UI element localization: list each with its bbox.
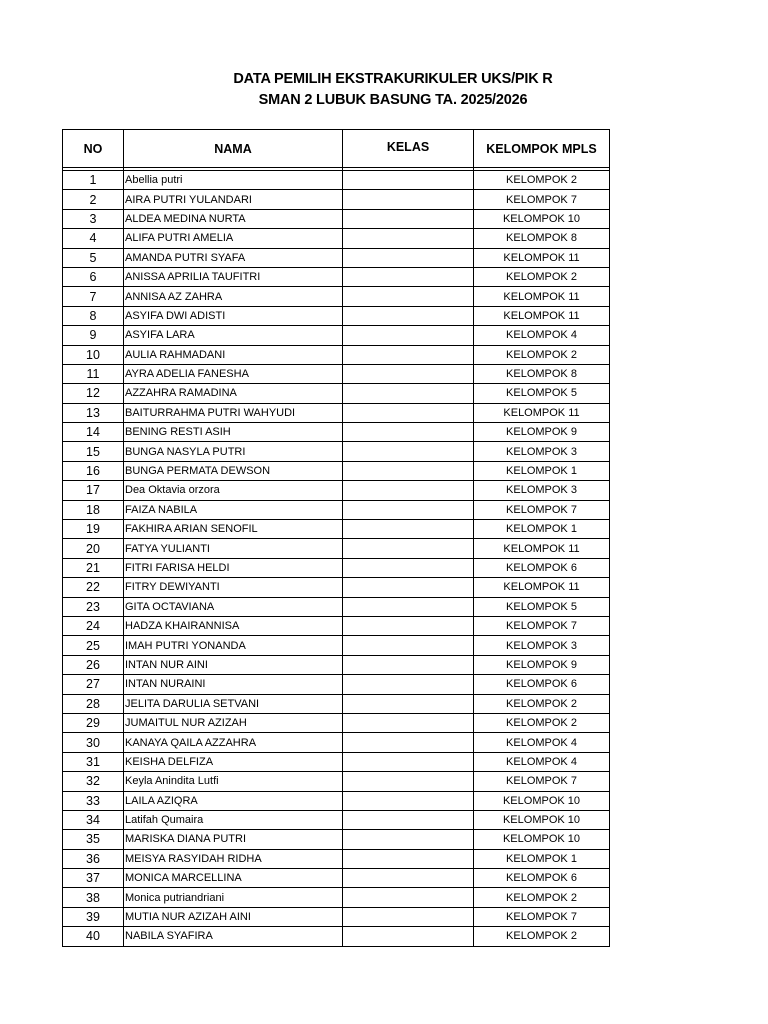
cell-no: 2: [63, 190, 124, 209]
cell-nama: NABILA SYAFIRA: [124, 927, 343, 946]
cell-nama: BENING RESTI ASIH: [124, 423, 343, 442]
cell-nama: Dea Oktavia orzora: [124, 481, 343, 500]
cell-no: 21: [63, 558, 124, 577]
cell-no: 9: [63, 326, 124, 345]
cell-kelas: [343, 267, 474, 286]
cell-no: 15: [63, 442, 124, 461]
cell-kelompok: KELOMPOK 8: [474, 364, 610, 383]
cell-no: 24: [63, 616, 124, 635]
table-row: [63, 830, 610, 849]
cell-kelompok: KELOMPOK 7: [474, 772, 610, 791]
table-row: [63, 888, 610, 907]
table-row: [63, 849, 610, 868]
cell-nama: KANAYA QAILA AZZAHRA: [124, 733, 343, 752]
cell-no: 27: [63, 675, 124, 694]
cell-kelompok: KELOMPOK 10: [474, 791, 610, 810]
cell-kelompok: KELOMPOK 5: [474, 597, 610, 616]
cell-kelas: [343, 655, 474, 674]
cell-nama: BUNGA NASYLA PUTRI: [124, 442, 343, 461]
cell-kelompok: KELOMPOK 9: [474, 655, 610, 674]
cell-kelompok: KELOMPOK 2: [474, 927, 610, 946]
cell-kelompok: KELOMPOK 6: [474, 675, 610, 694]
cell-nama: ASYIFA DWI ADISTI: [124, 306, 343, 325]
cell-kelompok: KELOMPOK 1: [474, 461, 610, 480]
cell-nama: ANISSA APRILIA TAUFITRI: [124, 267, 343, 286]
cell-nama: GITA OCTAVIANA: [124, 597, 343, 616]
table-row: [63, 675, 610, 694]
cell-kelompok: KELOMPOK 7: [474, 190, 610, 209]
cell-kelompok: KELOMPOK 6: [474, 869, 610, 888]
cell-kelas: [343, 752, 474, 771]
table-row: [63, 733, 610, 752]
cell-kelas: [343, 888, 474, 907]
cell-kelompok: KELOMPOK 2: [474, 345, 610, 364]
cell-kelompok: KELOMPOK 1: [474, 849, 610, 868]
cell-kelas: [343, 209, 474, 228]
cell-nama: JELITA DARULIA SETVANI: [124, 694, 343, 713]
table-row: [63, 190, 610, 209]
cell-nama: ASYIFA LARA: [124, 326, 343, 345]
cell-kelas: [343, 830, 474, 849]
table-row: [63, 171, 610, 190]
cell-nama: HADZA KHAIRANNISA: [124, 616, 343, 635]
cell-kelas: [343, 636, 474, 655]
cell-kelas: [343, 442, 474, 461]
cell-kelompok: KELOMPOK 5: [474, 384, 610, 403]
cell-nama: INTAN NURAINI: [124, 675, 343, 694]
cell-nama: MARISKA DIANA PUTRI: [124, 830, 343, 849]
cell-no: 7: [63, 287, 124, 306]
cell-kelas: [343, 500, 474, 519]
cell-no: 1: [63, 171, 124, 190]
cell-nama: BAITURRAHMA PUTRI WAHYUDI: [124, 403, 343, 422]
cell-no: 8: [63, 306, 124, 325]
cell-kelompok: KELOMPOK 8: [474, 229, 610, 248]
table-row: [63, 616, 610, 635]
table-row: [63, 713, 610, 732]
cell-no: 4: [63, 229, 124, 248]
cell-nama: JUMAITUL NUR AZIZAH: [124, 713, 343, 732]
cell-kelas: [343, 461, 474, 480]
table-row: [63, 869, 610, 888]
cell-no: 23: [63, 597, 124, 616]
cell-nama: Monica putriandriani: [124, 888, 343, 907]
table-row: [63, 791, 610, 810]
cell-nama: FITRY DEWIYANTI: [124, 578, 343, 597]
table-row: [63, 461, 610, 480]
table-row: [63, 539, 610, 558]
cell-kelompok: KELOMPOK 11: [474, 287, 610, 306]
table-row: [63, 772, 610, 791]
cell-nama: ANNISA AZ ZAHRA: [124, 287, 343, 306]
header-kelompok: KELOMPOK MPLS: [474, 130, 610, 168]
cell-kelas: [343, 248, 474, 267]
cell-kelompok: KELOMPOK 9: [474, 423, 610, 442]
table-row: [63, 287, 610, 306]
cell-kelas: [343, 694, 474, 713]
cell-kelompok: KELOMPOK 2: [474, 713, 610, 732]
cell-no: 39: [63, 907, 124, 926]
cell-no: 6: [63, 267, 124, 286]
cell-no: 35: [63, 830, 124, 849]
cell-no: 28: [63, 694, 124, 713]
cell-kelompok: KELOMPOK 3: [474, 481, 610, 500]
table-row: [63, 209, 610, 228]
table-row: [63, 597, 610, 616]
cell-no: 5: [63, 248, 124, 267]
cell-kelompok: KELOMPOK 2: [474, 694, 610, 713]
table-row: [63, 306, 610, 325]
table-row: [63, 752, 610, 771]
cell-kelompok: KELOMPOK 11: [474, 539, 610, 558]
cell-no: 30: [63, 733, 124, 752]
cell-kelompok: KELOMPOK 7: [474, 500, 610, 519]
cell-no: 17: [63, 481, 124, 500]
table-body: [63, 168, 610, 947]
cell-nama: FITRI FARISA HELDI: [124, 558, 343, 577]
cell-kelas: [343, 810, 474, 829]
cell-kelompok: KELOMPOK 4: [474, 733, 610, 752]
cell-nama: AYRA ADELIA FANESHA: [124, 364, 343, 383]
cell-kelompok: KELOMPOK 10: [474, 830, 610, 849]
cell-kelas: [343, 384, 474, 403]
cell-nama: KEISHA DELFIZA: [124, 752, 343, 771]
cell-kelompok: KELOMPOK 10: [474, 209, 610, 228]
cell-kelas: [343, 578, 474, 597]
cell-no: 38: [63, 888, 124, 907]
cell-nama: MONICA MARCELLINA: [124, 869, 343, 888]
cell-kelas: [343, 229, 474, 248]
cell-no: 32: [63, 772, 124, 791]
cell-kelas: [343, 616, 474, 635]
cell-kelas: [343, 364, 474, 383]
cell-kelompok: KELOMPOK 11: [474, 403, 610, 422]
cell-no: 14: [63, 423, 124, 442]
table-row: [63, 655, 610, 674]
cell-nama: MEISYA RASYIDAH RIDHA: [124, 849, 343, 868]
cell-no: 36: [63, 849, 124, 868]
table-row: [63, 326, 610, 345]
table-row: [63, 810, 610, 829]
cell-kelas: [343, 558, 474, 577]
table-row: [63, 423, 610, 442]
cell-nama: AIRA PUTRI YULANDARI: [124, 190, 343, 209]
cell-nama: AMANDA PUTRI SYAFA: [124, 248, 343, 267]
table-row: [63, 229, 610, 248]
table-row: [63, 384, 610, 403]
table-row: [63, 364, 610, 383]
cell-kelas: [343, 306, 474, 325]
cell-nama: Latifah Qumaira: [124, 810, 343, 829]
cell-nama: ALDEA MEDINA NURTA: [124, 209, 343, 228]
cell-kelas: [343, 675, 474, 694]
cell-no: 22: [63, 578, 124, 597]
cell-kelompok: KELOMPOK 3: [474, 442, 610, 461]
cell-no: 34: [63, 810, 124, 829]
cell-kelas: [343, 190, 474, 209]
cell-kelas: [343, 287, 474, 306]
cell-no: 18: [63, 500, 124, 519]
table-row: [63, 636, 610, 655]
cell-nama: MUTIA NUR AZIZAH AINI: [124, 907, 343, 926]
table-row: [63, 248, 610, 267]
header-no: NO: [63, 130, 124, 168]
cell-kelas: [343, 791, 474, 810]
cell-kelompok: KELOMPOK 2: [474, 171, 610, 190]
document-subtitle: SMAN 2 LUBUK BASUNG TA. 2025/2026: [258, 92, 528, 108]
cell-no: 11: [63, 364, 124, 383]
document-title: DATA PEMILIH EKSTRAKURIKULER UKS/PIK R: [233, 71, 553, 87]
cell-no: 29: [63, 713, 124, 732]
table-row: [63, 500, 610, 519]
cell-kelas: [343, 345, 474, 364]
cell-nama: AZZAHRA RAMADINA: [124, 384, 343, 403]
table-row: [63, 907, 610, 926]
cell-kelas: [343, 520, 474, 539]
table-row: [63, 267, 610, 286]
cell-kelas: [343, 597, 474, 616]
table-row: [63, 481, 610, 500]
cell-kelas: [343, 403, 474, 422]
cell-nama: FAIZA NABILA: [124, 500, 343, 519]
cell-kelompok: KELOMPOK 1: [474, 520, 610, 539]
cell-kelompok: KELOMPOK 7: [474, 616, 610, 635]
cell-kelas: [343, 423, 474, 442]
cell-nama: Keyla Anindita Lutfi: [124, 772, 343, 791]
cell-kelas: [343, 869, 474, 888]
cell-nama: FATYA YULIANTI: [124, 539, 343, 558]
cell-no: 13: [63, 403, 124, 422]
cell-no: 37: [63, 869, 124, 888]
cell-kelompok: KELOMPOK 3: [474, 636, 610, 655]
cell-nama: INTAN NUR AINI: [124, 655, 343, 674]
cell-no: 20: [63, 539, 124, 558]
cell-no: 31: [63, 752, 124, 771]
cell-kelompok: KELOMPOK 2: [474, 267, 610, 286]
cell-kelas: [343, 733, 474, 752]
cell-kelas: [343, 481, 474, 500]
cell-nama: IMAH PUTRI YONANDA: [124, 636, 343, 655]
cell-nama: Abellia putri: [124, 171, 343, 190]
table-row: [63, 578, 610, 597]
cell-kelas: [343, 849, 474, 868]
cell-nama: FAKHIRA ARIAN SENOFIL: [124, 520, 343, 539]
cell-nama: BUNGA PERMATA DEWSON: [124, 461, 343, 480]
cell-kelas: [343, 171, 474, 190]
cell-kelompok: KELOMPOK 4: [474, 752, 610, 771]
cell-nama: LAILA AZIQRA: [124, 791, 343, 810]
cell-no: 25: [63, 636, 124, 655]
cell-no: 10: [63, 345, 124, 364]
table-header-row: [63, 130, 610, 168]
voter-table: [62, 129, 610, 947]
cell-no: 16: [63, 461, 124, 480]
cell-kelas: [343, 772, 474, 791]
table-row: [63, 520, 610, 539]
cell-kelompok: KELOMPOK 6: [474, 558, 610, 577]
cell-kelas: [343, 539, 474, 558]
cell-kelas: [343, 927, 474, 946]
table-row: [63, 694, 610, 713]
cell-kelompok: KELOMPOK 4: [474, 326, 610, 345]
header-nama: NAMA: [124, 130, 343, 168]
table-row: [63, 403, 610, 422]
cell-no: 33: [63, 791, 124, 810]
cell-no: 26: [63, 655, 124, 674]
table-row: [63, 558, 610, 577]
header-kelas: KELAS: [343, 130, 474, 168]
cell-nama: ALIFA PUTRI AMELIA: [124, 229, 343, 248]
cell-kelas: [343, 713, 474, 732]
cell-no: 12: [63, 384, 124, 403]
cell-kelompok: KELOMPOK 11: [474, 306, 610, 325]
cell-kelompok: KELOMPOK 7: [474, 907, 610, 926]
table-row: [63, 927, 610, 946]
cell-nama: AULIA RAHMADANI: [124, 345, 343, 364]
cell-kelompok: KELOMPOK 10: [474, 810, 610, 829]
cell-kelas: [343, 326, 474, 345]
table-row: [63, 442, 610, 461]
cell-kelompok: KELOMPOK 11: [474, 248, 610, 267]
cell-kelompok: KELOMPOK 2: [474, 888, 610, 907]
table-row: [63, 345, 610, 364]
cell-kelompok: KELOMPOK 11: [474, 578, 610, 597]
cell-no: 3: [63, 209, 124, 228]
cell-no: 19: [63, 520, 124, 539]
cell-no: 40: [63, 927, 124, 946]
cell-kelas: [343, 907, 474, 926]
